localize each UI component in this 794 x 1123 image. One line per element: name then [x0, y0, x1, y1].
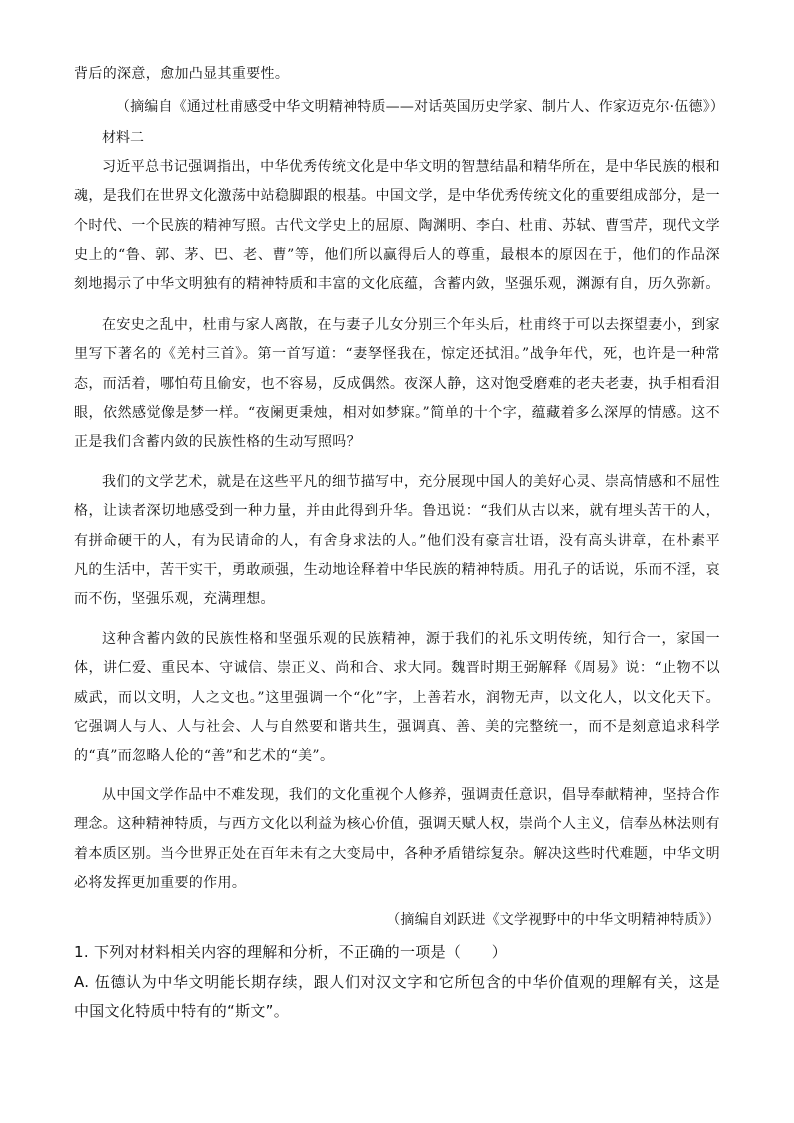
paragraph-2: 在安史之乱中，杜甫与家人离散，在与妻子儿女分别三个年头后，杜甫终于可以去探望妻小，到家里写下著名的《羌村三首》。第一首写道：“妻孥怪我在，惊定还拭泪。”战争年代，死，也许是一种常态，而活着，哪怕苟且偷安，也不容易，反成偶然。夜深人静，这对饱受磨难的老夫老妻，执手相看泪眼，依然感觉像是梦一样。“夜阑更秉烛，相对如梦寐。”简单的十个字，蕴藏着多么深厚的情感。这不正是我们含蓄内敛的民族性格的生动写照吗？: [74, 317, 720, 451]
source-citation-2: （摘编自刘跃进《文学视野中的中华文明精神特质》）: [386, 912, 720, 928]
material-2-label: 材料二: [102, 130, 144, 146]
paragraph-5: 从中国文学作品中不难发现，我们的文化重视个人修养，强调责任意识，倡导奉献精神，坚持合作理念。这种精神特质，与西方文化以利益为核心价值，强调天赋人权，崇尚个人主义，信奉丛林法则有着本质区别。当今世界正处在百年未有之大变局中，各种矛盾错综复杂。解决这些时代难题，中华文明必将发挥更加重要的作用。: [74, 787, 720, 891]
intro-tail-text: 背后的深意，愈加凸显其重要性。: [74, 66, 290, 82]
paragraph-4: 这种含蓄内敛的民族性格和坚强乐观的民族精神，源于我们的礼乐文明传统，知行合一，家国一体，讲仁爱、重民本、守诚信、崇正义、尚和合、求大同。魏晋时期王弼解释《周易》说：“止物不以威武，而以文明，人之文也。”这里强调一个“化”字，上善若水，润物无声，以文化人，以文化天下。它强调人与人、人与社会、人与自然要和谐共生，强调真、善、美的完整统一，而不是刻意追求科学的“真”而忽略人伦的“善”和艺术的“美”。: [74, 631, 720, 765]
paragraph-3: 我们的文学艺术，就是在这些平凡的细节描写中，充分展现中国人的美好心灵、崇高情感和不屈性格，让读者深切地感受到一种力量，并由此得到升华。鲁迅说：“我们从古以来，就有埋头苦干的人，有拼命硬干的人，有为民请命的人，有舍身求法的人。”他们没有豪言壮语，没有高头讲章，在朴素平凡的生活中，苦干实干，勇敢顽强，生动地诠释着中华民族的精神特质。用孔子的话说，乐而不淫，哀而不伤，坚强乐观，充满理想。: [74, 474, 720, 608]
option-a: A. 伍德认为中华文明能长期存续，跟人们对汉文字和它所包含的中华价值观的理解有关，这是中国文化特质中特有的“斯文”。: [74, 973, 720, 1020]
paragraph-1: 习近平总书记强调指出，中华优秀传统文化是中华文明的智慧结晶和精华所在，是中华民族的根和魂，是我们在世界文化激荡中站稳脚跟的根基。中国文学，是中华优秀传统文化的重要组成部分，是一个时代、一个民族的精神写照。古代文学史上的屈原、陶渊明、李白、杜甫、苏轼、曹雪芹，现代文学史上的“鲁、郭、茅、巴、老、曹”等，他们所以赢得后人的尊重，最根本的原因在于，他们的作品深刻地揭示了中华文明独有的精神特质和丰富的文化底蕴，含蓄内敛，坚强乐观，渊源有自，历久弥新。: [74, 159, 720, 293]
question-1: 1. 下列对材料相关内容的理解和分析，不正确的一项是（ ）: [74, 943, 508, 961]
source-citation-1: （摘编自《通过杜甫感受中华文明精神特质——对话英国历史学家、制片人、作家迈克尔·伍德》）: [115, 99, 725, 115]
